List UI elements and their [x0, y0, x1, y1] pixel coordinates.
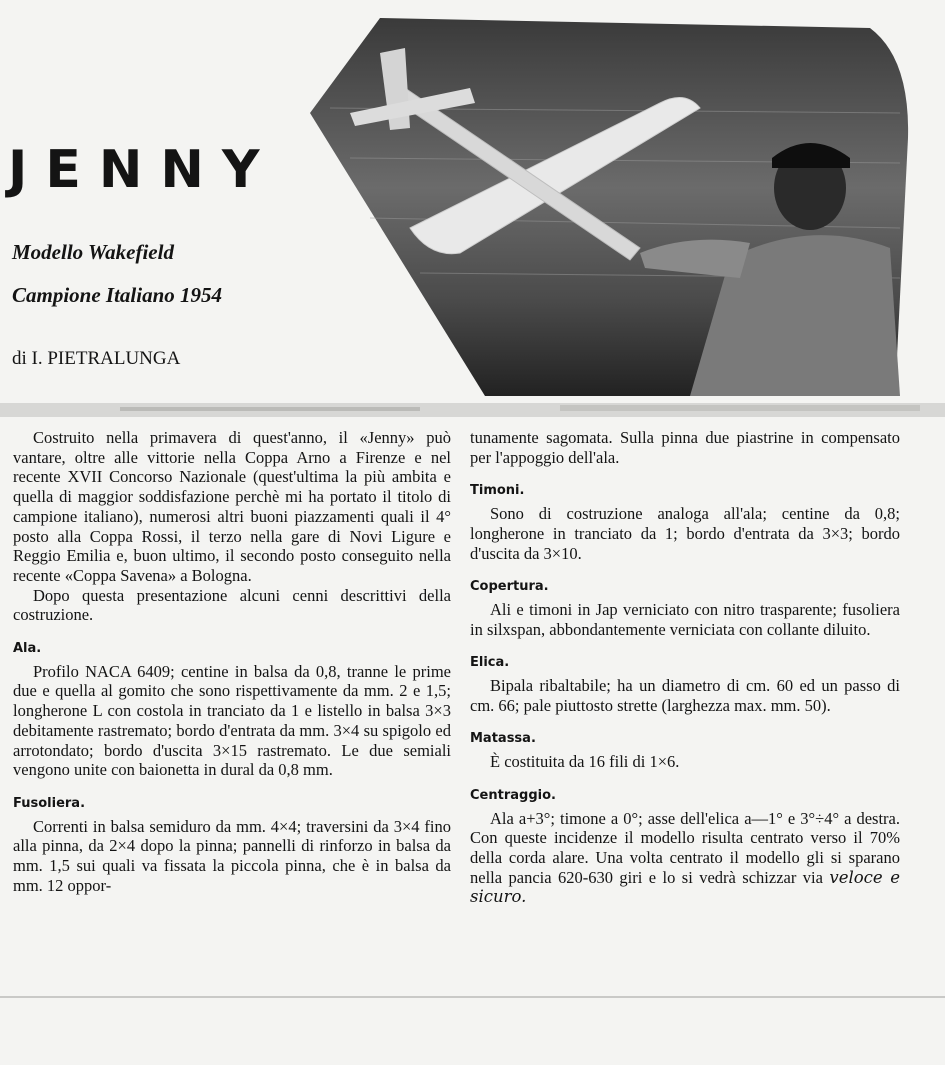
section-text-elica: Bipala ribaltabile; ha un diametro di cm. 60 ed un passo di cm. 66; pale piuttosto strette (larghezza max. mm. 50). [470, 676, 900, 715]
handwritten-note: veloce e sicuro. [470, 867, 900, 907]
section-text-copertura: Ali e timoni in Jap verniciato con nitro trasparente; fusoliera in silxspan, abbondantemente verniciata con collante diluito. [470, 599, 900, 639]
section-heading-ala: Ala. [13, 641, 42, 657]
section-heading-centraggio: Centraggio. [470, 787, 556, 803]
section-heading-matassa: Matassa. [470, 731, 536, 747]
scan-noise-bottom [0, 985, 945, 1015]
model-airplane-photo [310, 18, 910, 396]
section-text-timoni: Sono di costruzione analoga all'ala; centine da 0,8; longherone in tranciato da 1; bordo d'entrata da 3×3; bordo d'uscita da 3×10. [470, 504, 900, 563]
centraggio-body: Ala a+3°; timone a 0°; asse dell'elica a—1° e 3°÷4° a destra. Con queste incidenze il modello risulta centrato verso il 70% della corda alare. Una volta centrato il modello gli si sparano nella pancia 620-630 giri e lo si vedrà schizzar via [470, 808, 900, 887]
print-noise-strip [0, 395, 945, 425]
author-byline: di I. PIETRALUNGA [12, 348, 181, 369]
left-column [13, 428, 451, 895]
intro-paragraph: Costruito nella primavera di quest'anno, il «Jenny» può vantare, oltre alle vittorie nella Coppa Arno a Firenze e nel recente XVII Concorso Nazionale (quest'ultima la più ambita e quella di maggior soddisfazione perchè mi ha portato il titolo di campione italiano), numerosi altri buoni piazzamenti quali il 4° posto alla Coppa Rossi, il terzo nella gare di Novi Ligure e Reggio Emilia e, buon ultimo, il secondo posto conseguito nella recente «Coppa Savena» a Bologna. [13, 428, 451, 585]
section-text-matassa: È costituita da 16 fili di 1×6. [490, 752, 680, 772]
section-heading-elica: Elica. [470, 655, 510, 671]
intro-paragraph-2: Dopo questa presentazione alcuni cenni descrittivi della costruzione. [13, 585, 451, 625]
section-text-fusoliera: Correnti in balsa semiduro da mm. 4×4; traversini da 3×4 fino alla pinna, da 2×4 dopo la pinna; pannelli di rinforzo in balsa da mm. 1,5 sui quali va fissata la piccola pinna, che è in balsa da mm. 12 oppor- [13, 816, 451, 895]
section-heading-fusoliera: Fusoliera. [13, 795, 86, 811]
section-text-centraggio [470, 809, 900, 908]
right-column [470, 428, 900, 907]
subtitle-model: Modello Wakefield [12, 240, 174, 264]
section-heading-timoni: Timoni. [470, 483, 525, 499]
continued-text: tunamente sagomata. Sulla pinna due piastrine in compensato per l'appoggio dell'ala. [470, 428, 900, 467]
article-title: JENNY [8, 140, 278, 200]
section-text-ala: Profilo NACA 6409; centine in balsa da 0,8, tranne le prime due e quella al gomito che sono rispettivamente da mm. 2 e 1,5; longherone L con costola in tranciato da 1 e listello in balsa 3×3 debitamente rastremato; bordo d'entrata da mm. 3×4 su spigolo ed arrotondato; bordo d'uscita 3×15 rastremato. Le due semiali vengono unite con baionetta in dural da 0,8 mm. [13, 661, 451, 780]
subtitle-champion: Campione Italiano 1954 [12, 283, 223, 307]
section-heading-copertura: Copertura. [470, 579, 549, 595]
